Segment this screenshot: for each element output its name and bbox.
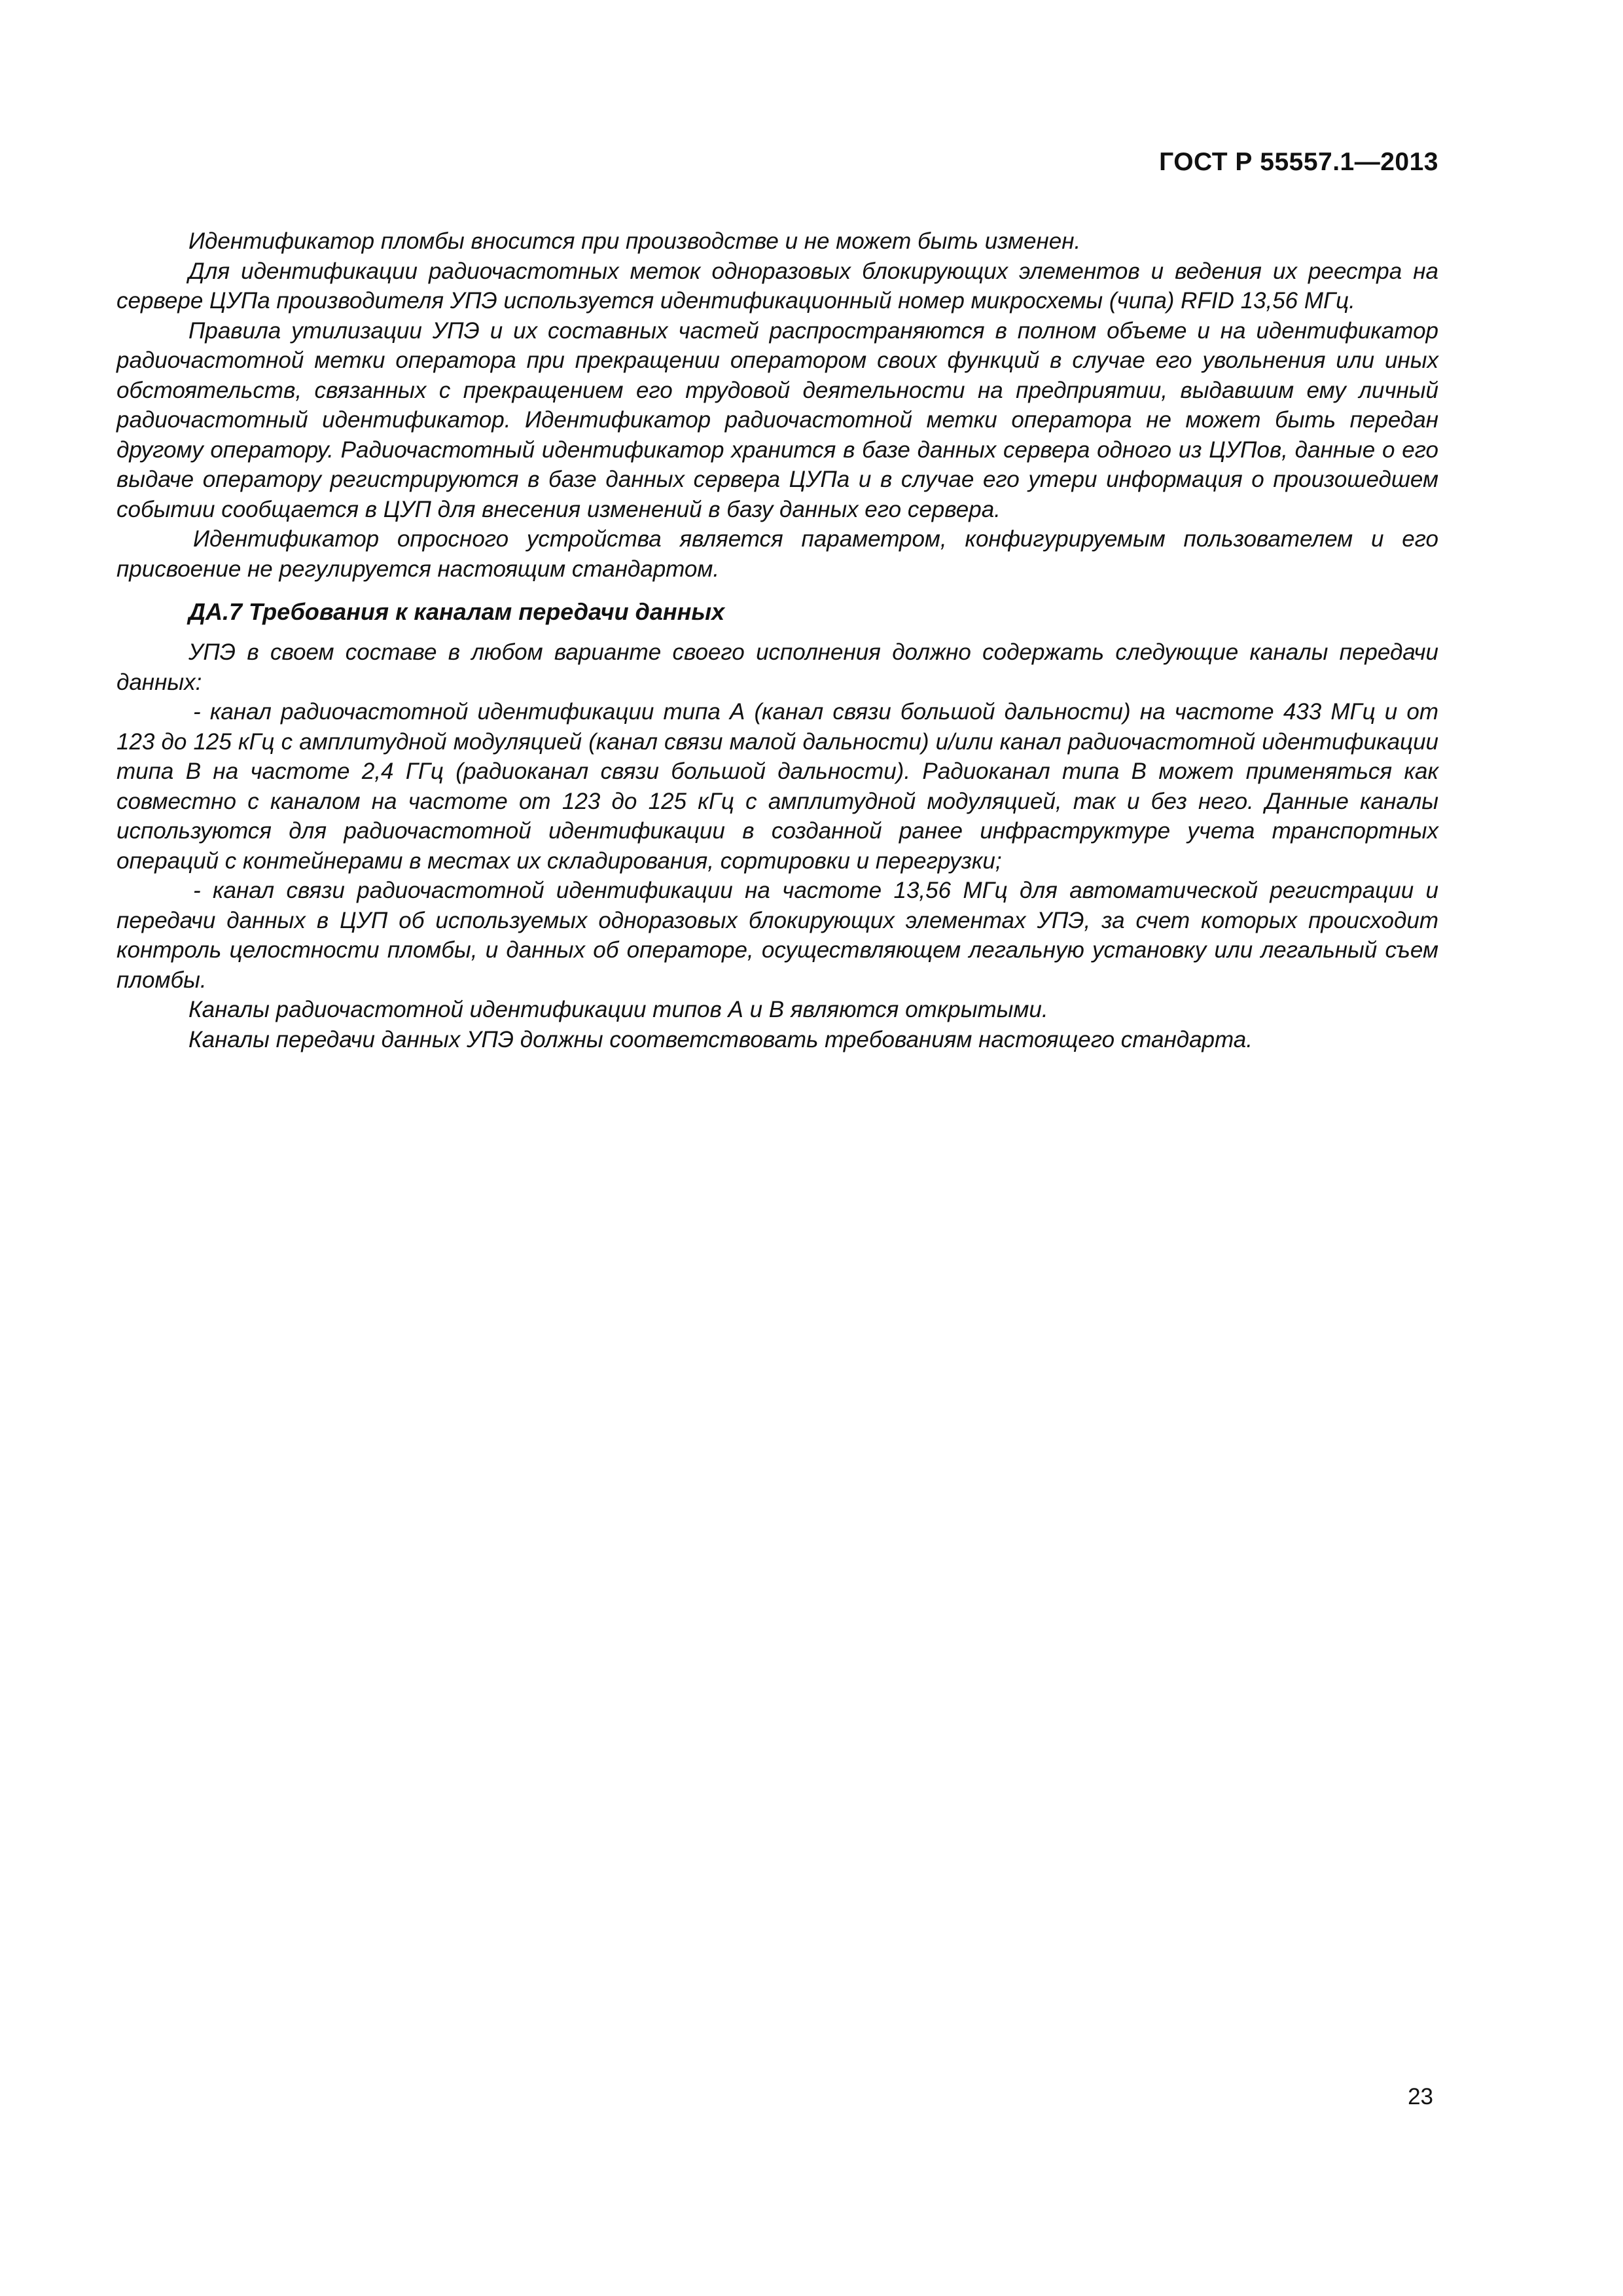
paragraph: Идентификатор опросного устройства является параметром, конфигурируемым пользователем и его присвоение не регулируется настоящим стандартом.: [116, 526, 1438, 582]
section-heading: ДА.7 Требования к каналам передачи данных: [188, 598, 725, 625]
paragraph: Идентификатор пломбы вносится при производстве и не может быть изменен.: [188, 228, 1081, 254]
paragraph: Правила утилизации УПЭ и их составных частей распространяются в полном объеме и на идентификатор радиочастотной метки оператора при прекращении оператором своих функций в случае его увольнения или иных обстоятельств, связанных с прекращением его трудовой деятельности на предприятии, выдавшим ему личный радиочастотный идентификатор. Идентификатор радиочастотной метки оператора не может быть передан другому оператору. Радиочастотный идентификатор хранится в базе данных сервера одного из ЦУПов, данные о его выдаче оператору регистрируются в базе данных сервера ЦУПа и в случае его утери информация о произошедшем событии сообщается в ЦУП для внесения изменений в базу данных его сервера.: [116, 317, 1438, 522]
document-body: [116, 226, 1438, 1054]
list-item: - канал связи радиочастотной идентификации на частоте 13,56 МГц для автоматической регистрации и передачи данных в ЦУП об используемых одноразовых блокирующих элементах УПЭ, за счет которых происходит контроль целостности пломбы, и данных об операторе, осуществляющем легальную установку или легальный съем пломбы.: [116, 878, 1438, 993]
list-item: - канал радиочастотной идентификации типа А (канал связи большой дальности) на частоте 433 МГц и от 123 до 125 кГц с амплитудной модуляцией (канал связи малой дальности) и/или канал радиочастотной идентификации типа В на частоте 2,4 ГГц (радиоканал связи большой дальности). Радиоканал типа В может применяться как совместно с каналом на частоте от 123 до 125 кГц с амплитудной модуляцией, так и без него. Данные каналы используются для радиочастотной идентификации в созданной ранее инфраструктуре учета транспортных операций с контейнерами в местах их складирования, сортировки и перегрузки;: [116, 699, 1438, 874]
page-number: 23: [1408, 2084, 1433, 2109]
paragraph: УПЭ в своем составе в любом варианте своего исполнения должно содержать следующие каналы передачи данных:: [116, 639, 1438, 695]
document-code: ГОСТ Р 55557.1—2013: [1159, 148, 1438, 176]
paragraph: Для идентификации радиочастотных меток одноразовых блокирующих элементов и ведения их реестра на сервере ЦУПа производителя УПЭ используется идентификационный номер микросхемы (чипа) RFID 13,56 МГц.: [116, 258, 1438, 314]
paragraph: Каналы радиочастотной идентификации типов А и В являются открытыми.: [188, 997, 1048, 1022]
paragraph: Каналы передачи данных УПЭ должны соответствовать требованиям настоящего стандарта.: [188, 1026, 1253, 1052]
